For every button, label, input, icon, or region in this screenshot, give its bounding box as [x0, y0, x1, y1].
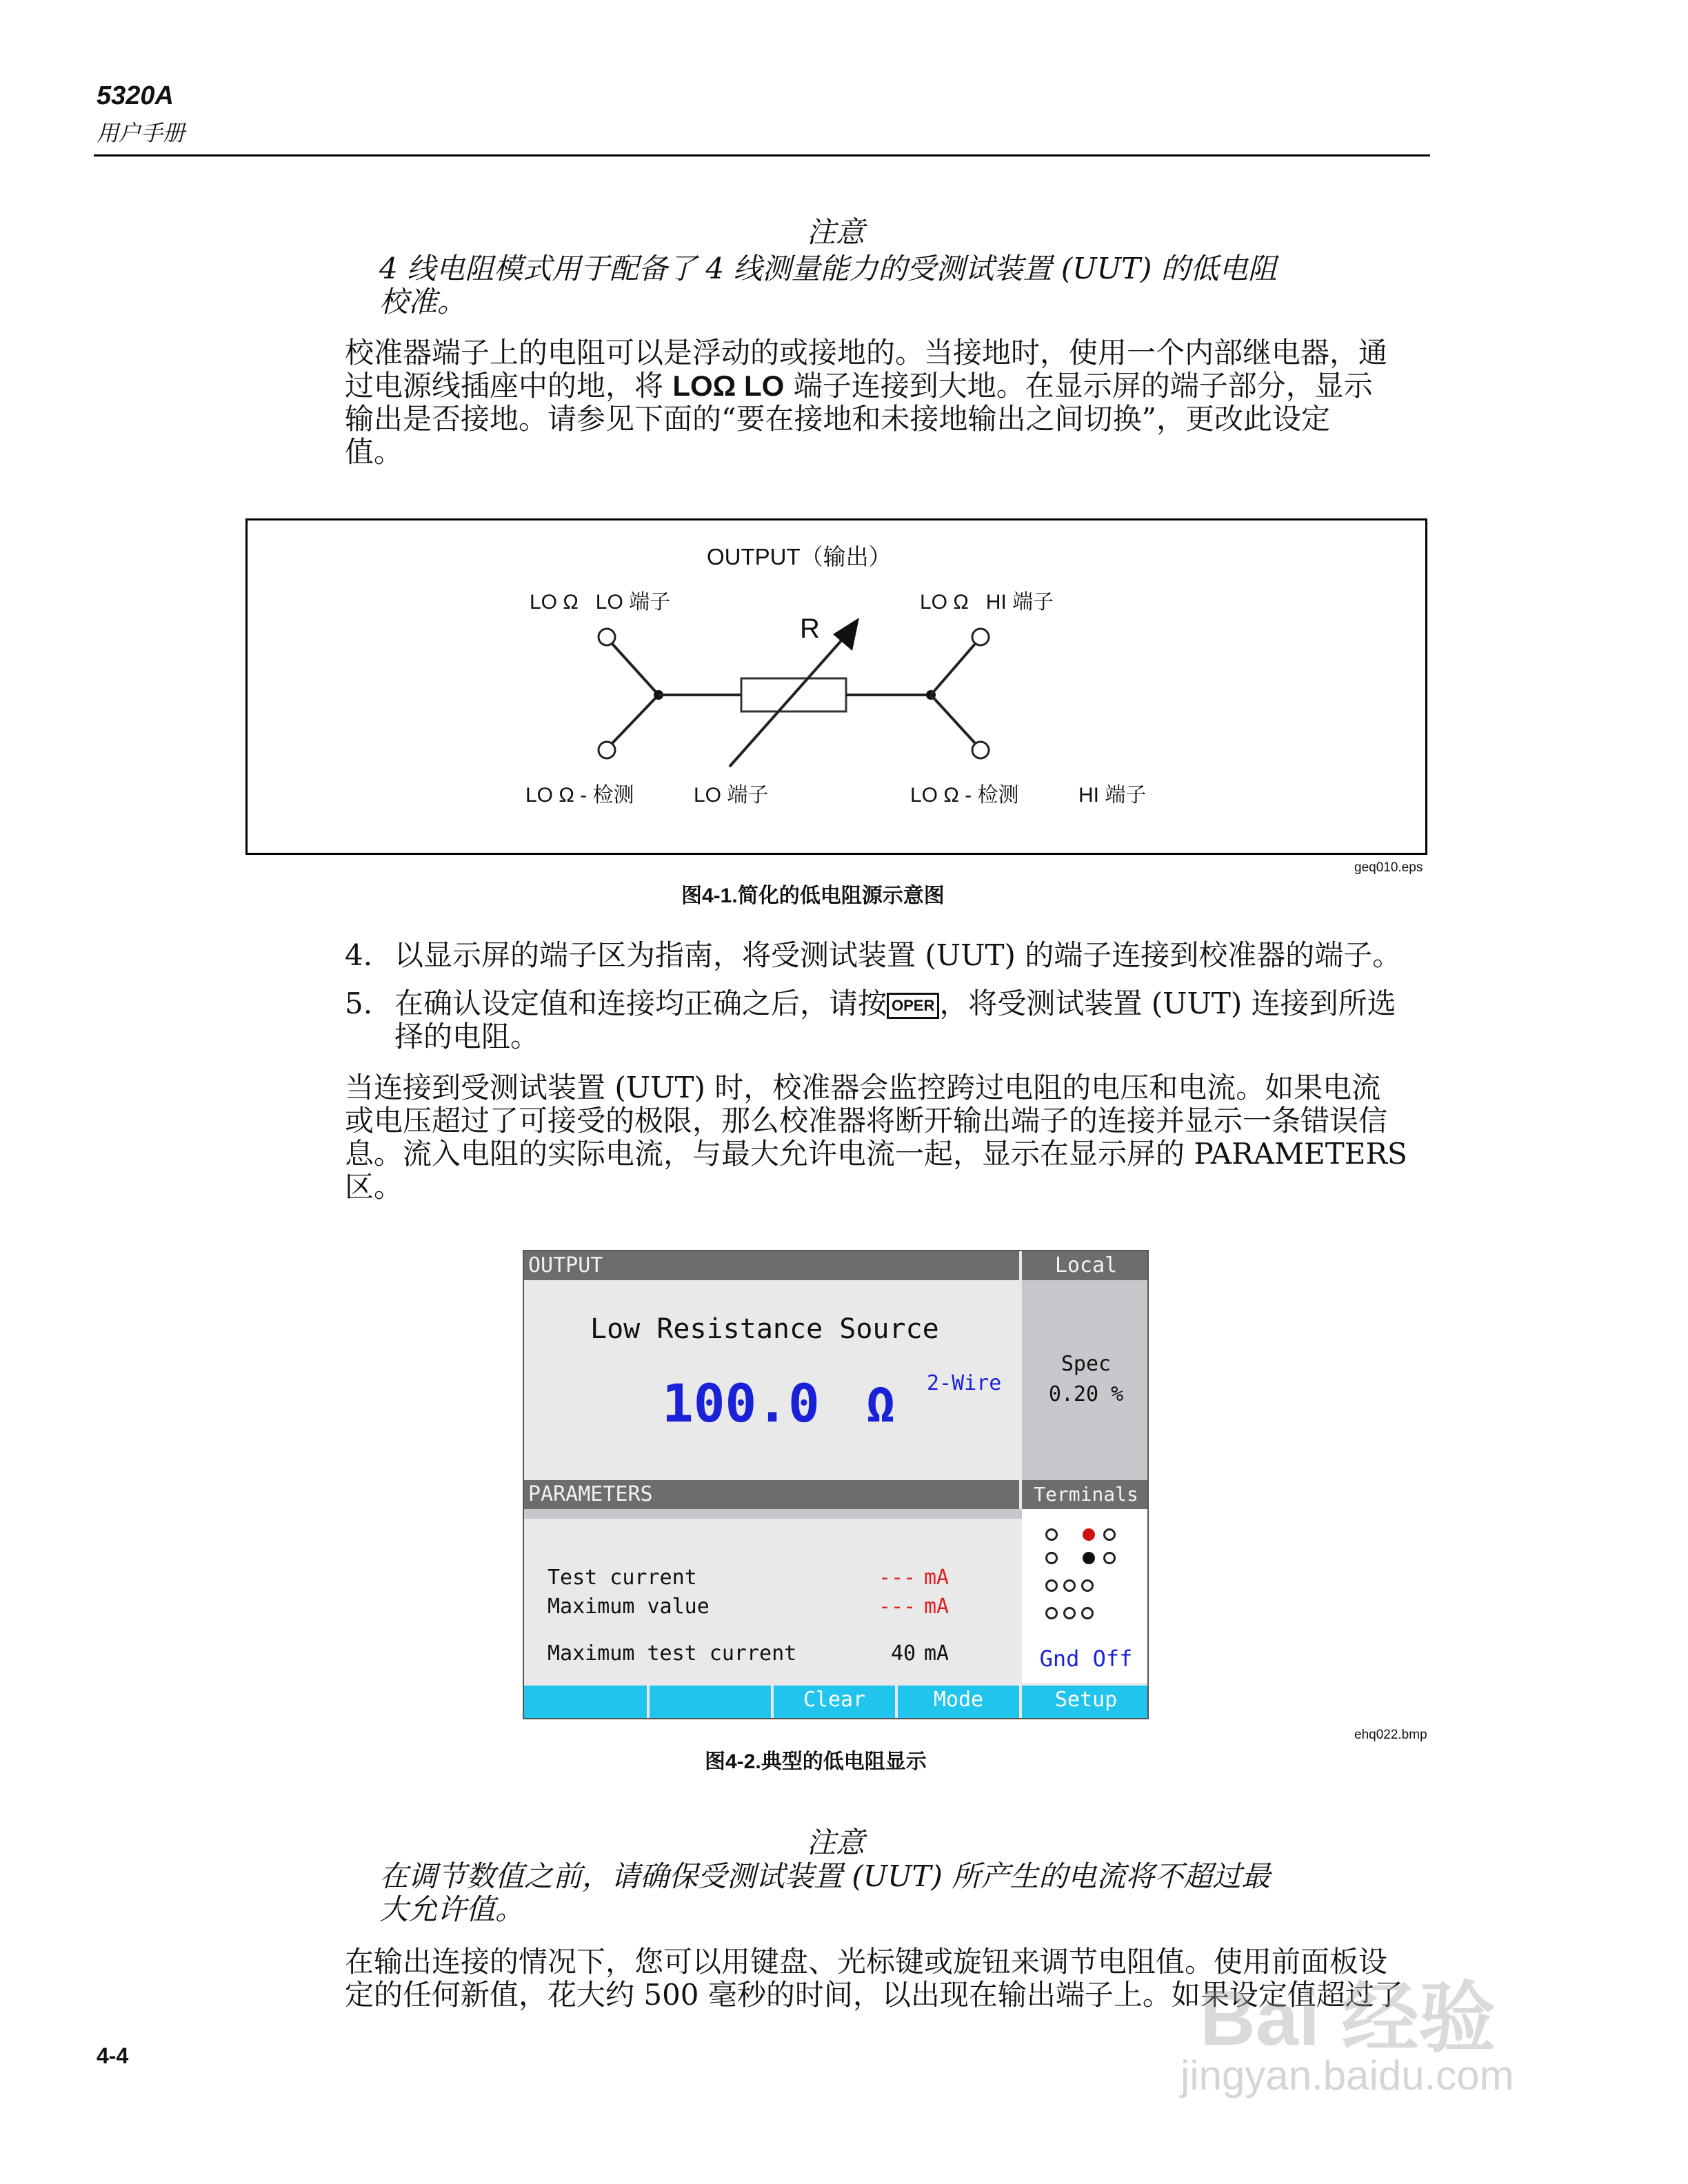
- step5-text-line2: 择的电阻。: [394, 1020, 540, 1053]
- watermark-url: jingyan.baidu.com: [1180, 2052, 1514, 2099]
- figure1-filename: geq010.eps: [1354, 860, 1423, 875]
- spec-value: 0.20 %: [1048, 1382, 1124, 1406]
- hi-terminal-label: HI 端子: [1078, 784, 1147, 807]
- note1-line1: 4 线电阻模式用于配备了 4 线测量能力的受测试装置 (UUT) 的低电阻: [379, 252, 1277, 285]
- note1-title: 注意: [807, 215, 865, 249]
- maximum-value-unit: mA: [924, 1595, 950, 1619]
- lo-sense-right-label: LO Ω - 检测: [910, 784, 1019, 807]
- para1-line4: 值。: [345, 435, 403, 469]
- para3-line2: 定的任何新值，花大约 500 毫秒的时间，以出现在输出端子上。如果设定值超过了: [345, 1978, 1403, 2012]
- manual-subtitle: 用户手册: [97, 120, 185, 146]
- step5-number: 5.: [345, 987, 373, 1020]
- terminal-dot-icon: [1103, 1552, 1116, 1564]
- softkey-1[interactable]: [524, 1686, 647, 1719]
- mode-softkey[interactable]: Mode: [898, 1686, 1019, 1719]
- para2-line3: 息。流入电阻的实际电流，与最大允许电流一起，显示在显示屏的 PARAMETERS: [345, 1137, 1407, 1171]
- test-current-label: Test current: [547, 1566, 697, 1590]
- terminal-dot-icon: [1063, 1607, 1076, 1619]
- para3-line1: 在输出连接的情况下，您可以用键盘、光标键或旋钮来调节电阻值。使用前面板设: [345, 1945, 1388, 1979]
- note1-line2: 校准。: [379, 285, 467, 318]
- softkey-2[interactable]: [650, 1686, 771, 1719]
- figure2-filename: ehq022.bmp: [1354, 1728, 1427, 1742]
- watermark-logo: Bai 经验: [1200, 1975, 1496, 2061]
- para2-line1: 当连接到受测试装置 (UUT) 时，校准器会监控跨过电阻的电压和电流。如果电流: [345, 1071, 1381, 1104]
- step4-text: 以显示屏的端子区为指南，将受测试装置 (UUT) 的端子连接到校准器的端子。: [394, 938, 1402, 972]
- lo-hi-label: LO Ω HI 端子: [920, 591, 1054, 614]
- max-test-current-value: 40: [891, 1641, 916, 1666]
- lo-terminal-label: LO 端子: [694, 784, 769, 807]
- maximum-value-value: ---: [878, 1595, 916, 1619]
- spec-label: Spec: [1061, 1352, 1112, 1376]
- output-value: 100.0: [662, 1373, 820, 1434]
- para2-line2: 或电压超过了可接受的极限，那么校准器将断开输出端子的连接并显示一条错误信: [345, 1104, 1388, 1138]
- output-label: OUTPUT（输出）: [707, 544, 892, 569]
- test-current-unit: mA: [924, 1566, 950, 1590]
- terminal-dot-icon: [1045, 1552, 1058, 1564]
- figure1-caption: 图4-1.简化的低电阻源示意图: [681, 884, 945, 907]
- lo-lo-label: LO Ω LO 端子: [530, 591, 671, 614]
- resistor-label: R: [800, 614, 820, 644]
- terminal-active-red-icon: [1083, 1528, 1095, 1541]
- para1-line2-post: 端子连接到大地。在显示屏的端子部分，显示: [784, 369, 1373, 403]
- terminals-header: Terminals: [1022, 1480, 1149, 1509]
- output-header: OUTPUT: [524, 1251, 1019, 1280]
- terminal-dot-icon: [1081, 1579, 1094, 1592]
- clear-softkey[interactable]: Clear: [774, 1686, 895, 1719]
- figure2-caption: 图4-2.典型的低电阻显示: [705, 1750, 927, 1773]
- note2-title: 注意: [807, 1826, 865, 1859]
- model-title: 5320A: [97, 81, 174, 110]
- step4-number: 4.: [345, 938, 373, 972]
- lo-sense-right-terminal-circle: [972, 742, 989, 758]
- terminal-dot-icon: [1103, 1528, 1116, 1541]
- lo-lo-terminal-circle: [599, 629, 615, 645]
- step5-text-post: ，将受测试装置 (UUT) 连接到所选: [939, 987, 1396, 1020]
- lo-terminal-ref: LOΩ LO: [672, 370, 785, 402]
- para1-line2-pre: 过电源线插座中的地，将: [345, 369, 673, 403]
- spec-panel: [1022, 1280, 1149, 1480]
- max-test-current-label: Maximum test current: [547, 1641, 797, 1666]
- page-number: 4-4: [97, 2043, 129, 2068]
- terminal-dot-icon: [1081, 1607, 1094, 1619]
- step5-text-pre: 在确认设定值和连接均正确之后，请按: [394, 987, 887, 1020]
- note2-line2: 大允许值。: [379, 1892, 525, 1926]
- terminal-dot-icon: [1045, 1579, 1058, 1592]
- lo-sense-left-label: LO Ω - 检测: [525, 784, 634, 807]
- oper-key-icon: OPER: [887, 993, 939, 1019]
- local-status: Local: [1022, 1251, 1149, 1280]
- note2-line1: 在调节数值之前，请确保受测试装置 (UUT) 所产生的电流将不超过最: [379, 1859, 1271, 1893]
- terminal-active-black-icon: [1083, 1552, 1095, 1564]
- max-test-current-unit: mA: [924, 1641, 950, 1666]
- ground-status: Gnd Off: [1039, 1646, 1133, 1672]
- wire-mode: 2-Wire: [927, 1371, 1002, 1395]
- para1-line3: 输出是否接地。请参见下面的“要在接地和未接地输出之间切换”，更改此设定: [345, 402, 1330, 436]
- terminal-dot-icon: [1045, 1607, 1058, 1619]
- function-name: Low Resistance Source: [590, 1313, 939, 1345]
- step5-text: [394, 987, 1396, 1020]
- calibrator-display: [523, 1250, 1149, 1719]
- lo-hi-terminal-circle: [972, 629, 989, 645]
- test-current-value: ---: [878, 1566, 916, 1590]
- terminal-dot-icon: [1045, 1528, 1058, 1541]
- setup-softkey[interactable]: Setup: [1022, 1686, 1149, 1719]
- para2-line4: 区。: [345, 1170, 403, 1204]
- maximum-value-label: Maximum value: [547, 1595, 710, 1619]
- terminal-dot-icon: [1063, 1579, 1076, 1592]
- output-unit: Ω: [866, 1377, 896, 1433]
- parameters-header: PARAMETERS: [524, 1480, 1019, 1509]
- para1-line1: 校准器端子上的电阻可以是浮动的或接地的。当接地时，使用一个内部继电器，通: [345, 336, 1388, 370]
- lo-sense-left-terminal-circle: [599, 742, 615, 758]
